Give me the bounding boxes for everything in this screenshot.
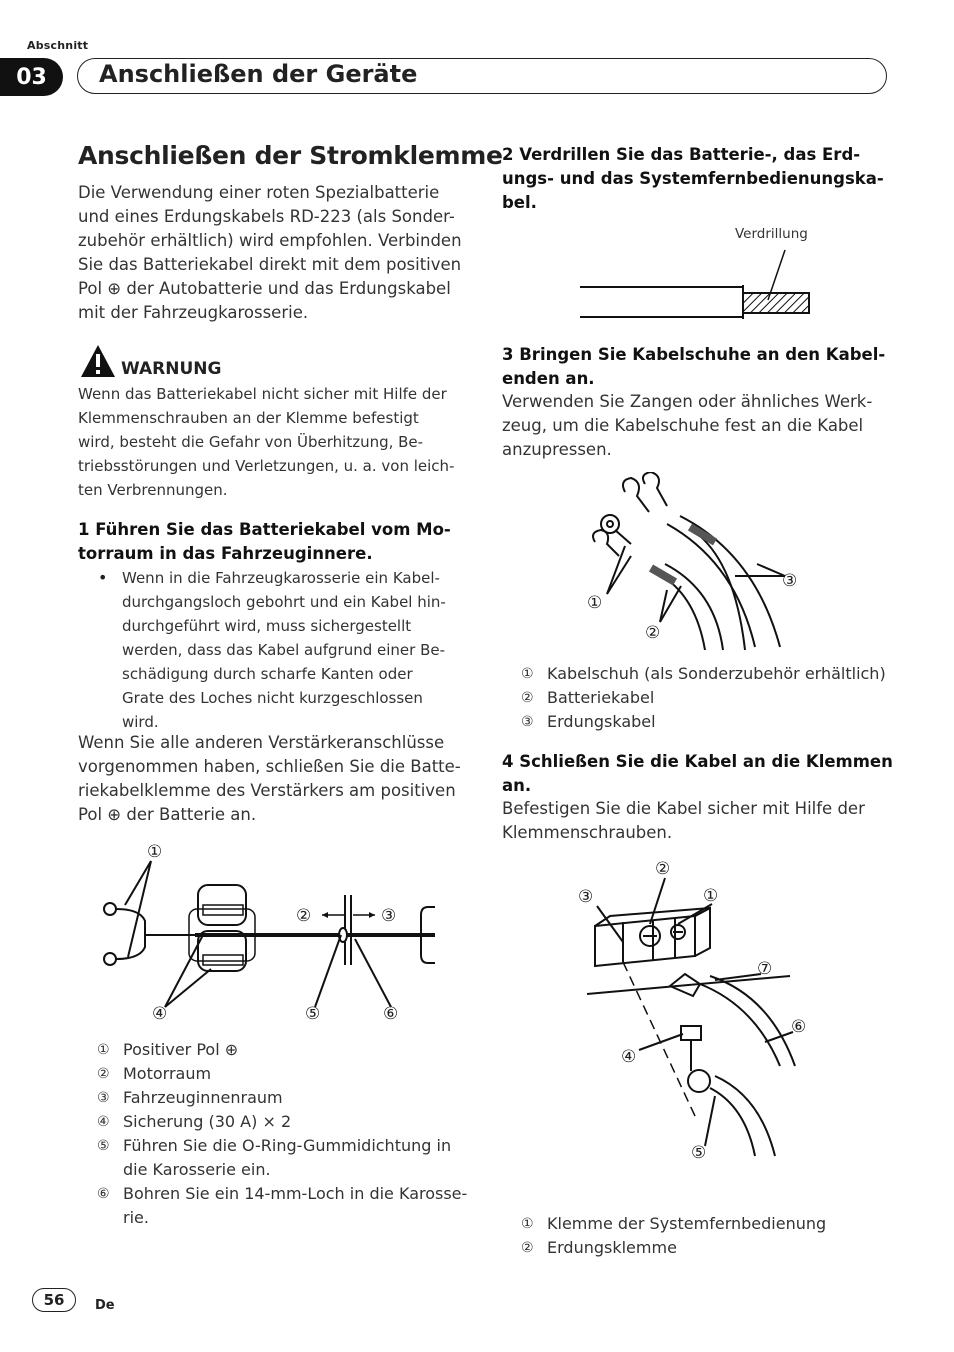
- language-code: De: [95, 1298, 115, 1313]
- legend-text: Bohren Sie ein 14-mm-Loch in die Karosse- rie.: [123, 1184, 468, 1227]
- intro-paragraph: Die Verwendung einer roten Spezialbatterie und eines Erdungskabels RD-223 (als Sonder- zubehör erhältlich) wird empfohlen. Verbinden Sie das Batteriekabel direkt mit dem positiven Pol ⊕ der Autobatterie und das Erdungskabel mit der Fahrzeugkarosserie.: [78, 183, 462, 322]
- callout-2: ②: [296, 906, 312, 926]
- callout-6: ⑥: [791, 1017, 807, 1037]
- warning-text: Wenn das Batteriekabel nicht sicher mit Hilfe der Klemmenschrauben an der Klemme befestigt wird, besteht die Gefahr von Überhitzung, Be- triebsstörungen und Verletzungen, u. a. von leich- ten Verbrennungen.: [78, 385, 455, 499]
- legend-number: ②: [521, 690, 534, 706]
- legend-text: Sicherung (30 A) × 2: [123, 1112, 292, 1131]
- page-number: 56: [32, 1288, 76, 1312]
- legend-number: ③: [97, 1090, 110, 1106]
- wiring-diagram: [95, 835, 445, 1025]
- legend-item: [521, 662, 921, 686]
- legend-item: [97, 1182, 477, 1230]
- amplifier-paragraph: Wenn Sie alle anderen Verstärkeranschlüsse vorgenommen haben, schließen Sie die Batte- riekabelklemme des Verstärkers am positiven Pol ⊕ der Batterie an.: [78, 733, 461, 824]
- callout-7: ⑦: [757, 959, 773, 979]
- legend-text: Batteriekabel: [547, 688, 655, 707]
- legend-text: Motorraum: [123, 1064, 212, 1083]
- legend-item: [521, 710, 921, 734]
- legend-text: Erdungskabel: [547, 712, 656, 731]
- legend-text: Klemme der Systemfernbedienung: [547, 1214, 827, 1233]
- crimp-legend: [521, 662, 921, 734]
- warning-icon: [80, 344, 116, 378]
- bullet-mark: •: [98, 568, 108, 587]
- legend-item: [521, 1212, 921, 1236]
- legend-item: [97, 1110, 477, 1134]
- callout-1: ①: [703, 886, 719, 906]
- legend-number: ①: [521, 1216, 534, 1232]
- wiring-legend: [97, 1038, 477, 1230]
- twisted-cable-illustration: [580, 245, 815, 325]
- twist-label: Verdrillung: [735, 226, 808, 242]
- step-3-text: Verwenden Sie Zangen oder ähnliches Werk- zeug, um die Kabelschuhe fest an die Kabel anzupressen.: [502, 392, 873, 459]
- legend-number: ①: [97, 1042, 110, 1058]
- step-1-bullet: Wenn in die Fahrzeugkarosserie ein Kabel- durchgangsloch gebohrt und ein Kabel hin- durchgeführt wird, muss sichergestellt werden, dass das Kabel aufgrund einer Be- schädigung durch scharfe Kanten oder Grate des Loches nicht kurzgeschlossen wird.: [122, 569, 446, 731]
- page-heading: Anschließen der Stromklemme: [78, 141, 503, 170]
- legend-item: [521, 1236, 921, 1260]
- legend-item: [97, 1062, 477, 1086]
- callout-1: ①: [587, 593, 603, 613]
- callout-3: ③: [578, 887, 594, 907]
- callout-2: ②: [645, 623, 661, 643]
- section-label: Abschnitt: [27, 39, 89, 52]
- crimp-terminals-illustration: [585, 472, 810, 652]
- legend-item: [97, 1086, 477, 1110]
- legend-item: [521, 686, 921, 710]
- legend-text: Fahrzeuginnenraum: [123, 1088, 283, 1107]
- legend-text: Positiver Pol ⊕: [123, 1040, 239, 1059]
- callout-6: ⑥: [383, 1004, 399, 1024]
- legend-text: Führen Sie die O-Ring-Gummidichtung in die Karosserie ein.: [123, 1136, 452, 1179]
- legend-text: Erdungsklemme: [547, 1238, 677, 1257]
- legend-number: ③: [521, 714, 534, 730]
- legend-item: [97, 1134, 477, 1182]
- callout-5: ⑤: [305, 1004, 321, 1024]
- step-4-text: Befestigen Sie die Kabel sicher mit Hilfe der Klemmenschrauben.: [502, 799, 865, 842]
- step-2-heading: 2 Verdrillen Sie das Batterie-, das Erd- ungs- und das Systemfernbedienungska- bel.: [502, 145, 884, 212]
- callout-3: ③: [381, 906, 397, 926]
- legend-number: ④: [97, 1114, 110, 1130]
- legend-text: Kabelschuh (als Sonderzubehör erhältlich): [547, 664, 886, 683]
- legend-number: ②: [97, 1066, 110, 1082]
- chapter-number: 03: [0, 58, 63, 96]
- warning-title: WARNUNG: [121, 359, 222, 379]
- legend-number: ⑤: [97, 1138, 110, 1154]
- legend-item: [97, 1038, 477, 1062]
- step-3-heading: 3 Bringen Sie Kabelschuhe an den Kabel- enden an.: [502, 345, 886, 388]
- callout-4: ④: [152, 1004, 168, 1024]
- step-1-heading: 1 Führen Sie das Batteriekabel vom Mo- torraum in das Fahrzeuginnere.: [78, 520, 451, 563]
- step-4-heading: 4 Schließen Sie die Kabel an die Klemmen an.: [502, 752, 893, 795]
- legend-number: ⑥: [97, 1186, 110, 1202]
- legend-number: ①: [521, 666, 534, 682]
- callout-3: ③: [782, 571, 798, 591]
- callout-2: ②: [655, 859, 671, 879]
- chapter-title: Anschließen der Geräte: [99, 60, 418, 88]
- callout-1: ①: [147, 842, 163, 862]
- legend-number: ②: [521, 1240, 534, 1256]
- terminal-legend: [521, 1212, 921, 1260]
- terminal-block-illustration: [575, 856, 815, 1166]
- callout-4: ④: [621, 1047, 637, 1067]
- callout-5: ⑤: [691, 1143, 707, 1163]
